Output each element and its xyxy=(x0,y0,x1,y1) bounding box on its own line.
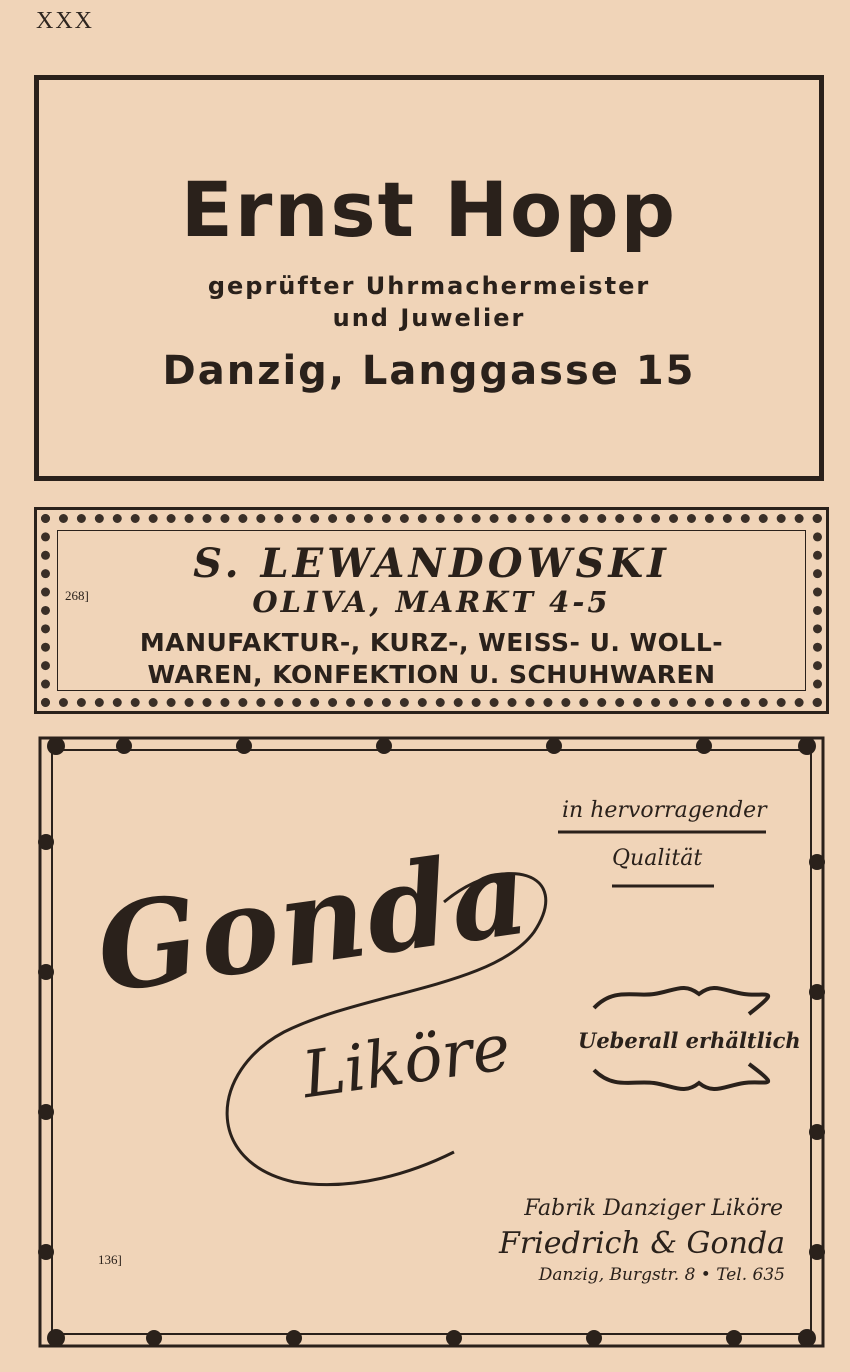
ad-gonda-address: Danzig, Burgstr. 8 • Tel. 635 xyxy=(538,1265,785,1285)
ad-hopp-address: Danzig, Langgasse 15 xyxy=(162,348,696,394)
ad-lew-address: OLIVA, MARKT 4-5 xyxy=(252,585,611,619)
ad-lew-ref: 268] xyxy=(65,588,89,603)
ad-lew-goods-1: MANUFAKTUR-, KURZ-, WEISS- U. WOLL- xyxy=(139,628,724,657)
ad-lewandowski xyxy=(34,507,829,714)
ad-gonda xyxy=(34,732,829,1352)
ad-gonda-ref: 136] xyxy=(98,1252,122,1267)
ad-ernst-hopp xyxy=(34,75,824,481)
ad-gonda-company: Friedrich & Gonda xyxy=(499,1226,785,1261)
ad-gonda-product: Liköre xyxy=(297,1010,515,1114)
ad-lew-goods-2: WAREN, KONFEKTION U. SCHUHWAREN xyxy=(147,660,716,689)
ad-gonda-quality-2: Qualität xyxy=(612,846,703,871)
page-number: XXX xyxy=(36,8,94,34)
ad-gonda-brand: Gonda xyxy=(88,821,538,1020)
ad-hopp-profession-2: und Juwelier xyxy=(332,304,526,332)
ad-gonda-factory: Fabrik Danziger Liköre xyxy=(524,1196,783,1221)
ad-hopp-name: Ernst Hopp xyxy=(180,165,678,254)
ad-gonda-availability: Ueberall erhältlich xyxy=(578,1028,801,1053)
ad-hopp-profession: geprüfter Uhrmachermeister xyxy=(207,272,651,300)
ad-lew-name: S. LEWANDOWSKI xyxy=(193,540,670,587)
ad-gonda-quality-1: in hervorragender xyxy=(562,798,767,823)
